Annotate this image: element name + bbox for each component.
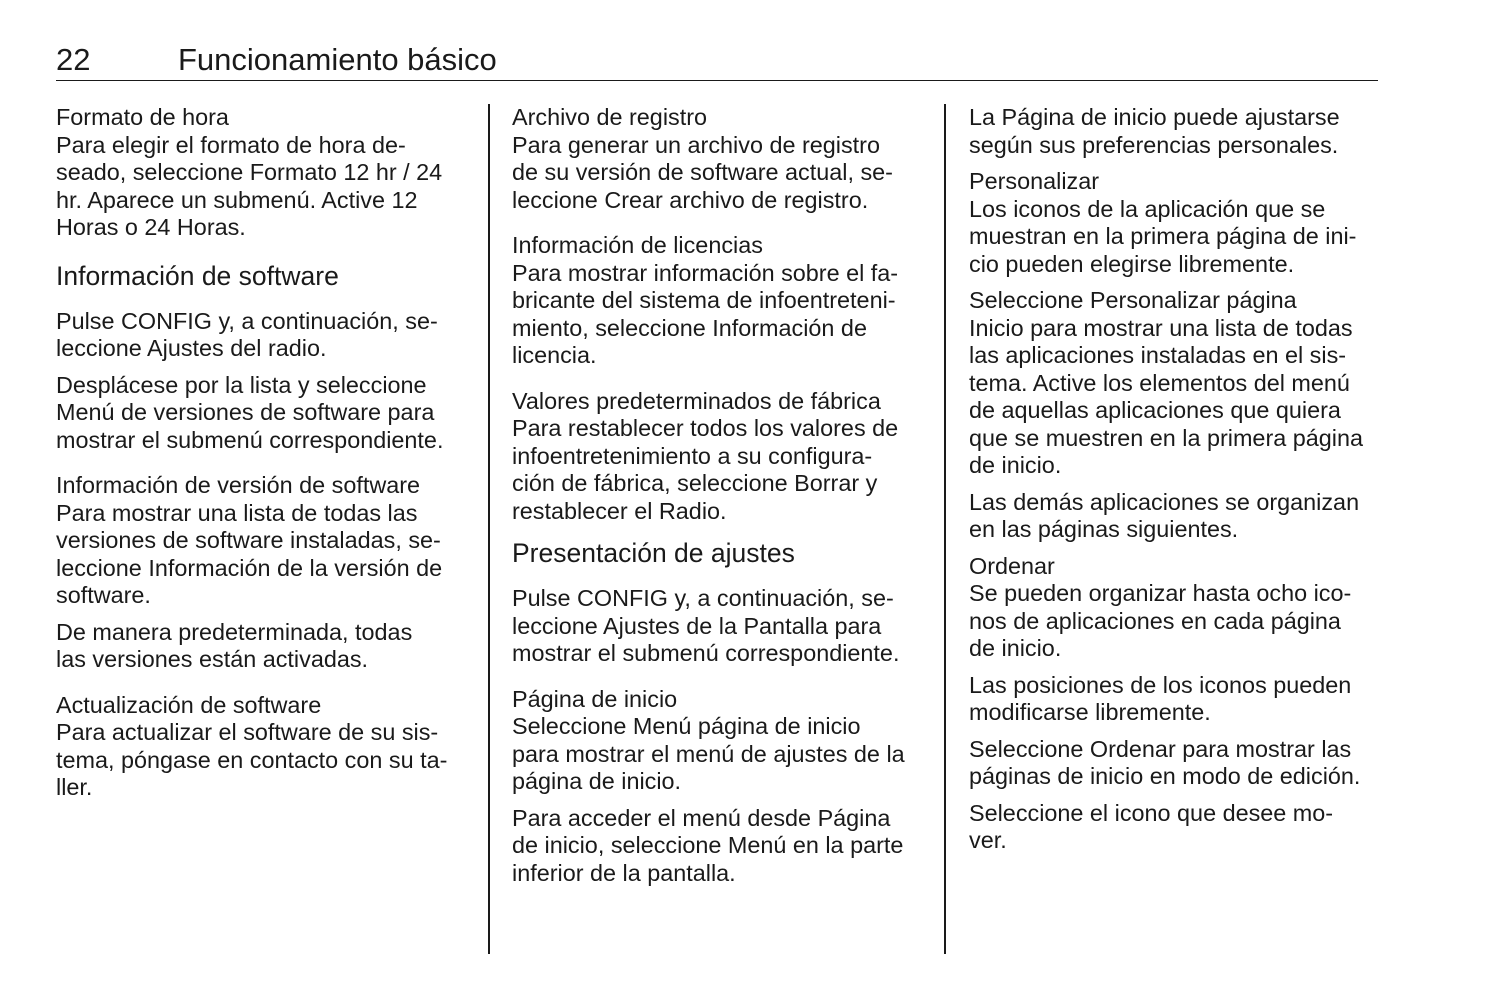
text-line: las versiones están activadas. xyxy=(56,646,369,672)
column-divider-1 xyxy=(488,104,490,954)
text-line: Horas o 24 Horas. xyxy=(56,214,246,240)
paragraph xyxy=(969,672,1381,727)
page-title: Funcionamiento básico xyxy=(178,42,497,77)
text-line: Se pueden organizar hasta ocho ico- xyxy=(969,580,1352,606)
paragraph xyxy=(512,132,924,215)
paragraph xyxy=(512,585,924,668)
subheading: Personalizar xyxy=(969,168,1100,194)
column-2 xyxy=(512,104,924,896)
section-ordenar xyxy=(969,553,1381,855)
text-line: Inicio para mostrar una lista de todas xyxy=(969,314,1353,341)
text-line: inferior de la pantalla. xyxy=(512,859,736,886)
text-line: Para mostrar información sobre el fa- xyxy=(512,259,899,286)
text-line: Pulse CONFIG y, a continuación, se- xyxy=(512,585,894,611)
section-info-version xyxy=(56,472,468,674)
paragraph xyxy=(56,500,468,610)
text-line: de su versión de software actual, se- xyxy=(512,159,893,185)
section-pagina-inicio xyxy=(512,686,924,888)
paragraph xyxy=(56,372,468,455)
paragraph xyxy=(969,196,1381,279)
section-archivo-registro xyxy=(512,104,924,214)
text-line: La Página de inicio puede ajustarse xyxy=(969,104,1340,130)
text-line: Los iconos de la aplicación que se xyxy=(969,195,1326,222)
paragraph xyxy=(56,132,468,242)
paragraph xyxy=(512,260,924,370)
section-actualizacion xyxy=(56,692,468,802)
paragraph xyxy=(512,713,924,796)
paragraph xyxy=(969,800,1381,855)
text-line: Para restablecer todos los valores de xyxy=(512,415,899,441)
text-line: infoentretenimiento a su configura- xyxy=(512,442,873,469)
paragraph xyxy=(969,287,1381,480)
subheading: Archivo de registro xyxy=(512,104,708,130)
subheading: Información de licencias xyxy=(512,232,763,258)
text-line: tema, póngase en contacto con su ta- xyxy=(56,746,448,773)
text-line: ller. xyxy=(56,774,93,800)
text-line: hr. Aparece un submenú. Active 12 xyxy=(56,186,418,213)
text-line: leccione Ajustes del radio. xyxy=(56,335,327,361)
column-3 xyxy=(969,104,1381,864)
text-line: de aquellas aplicaciones que quiera xyxy=(969,397,1341,423)
subheading: Valores predeterminados de fábrica xyxy=(512,387,881,414)
paragraph xyxy=(56,308,468,363)
text-line: ver. xyxy=(969,827,1007,853)
text-line: muestran en la primera página de ini- xyxy=(969,223,1357,249)
paragraph xyxy=(969,104,1381,159)
text-line: leccione Ajustes de la Pantalla para xyxy=(512,612,882,639)
text-line: de inicio. xyxy=(969,452,1062,478)
paragraph xyxy=(512,805,924,888)
subheading: Formato de hora xyxy=(56,104,229,130)
text-line: Para generar un archivo de registro xyxy=(512,131,880,158)
page-header xyxy=(56,42,1378,81)
section-valores-fabrica xyxy=(512,388,924,526)
text-line: mostrar el submenú correspondiente. xyxy=(56,426,444,453)
text-line: las aplicaciones instaladas en el sis- xyxy=(969,342,1347,368)
text-line: en las páginas siguientes. xyxy=(969,516,1239,542)
paragraph xyxy=(512,415,924,525)
text-line: Desplácese por la lista y seleccione xyxy=(56,371,427,398)
text-line: Para mostrar una lista de todas las xyxy=(56,499,418,526)
text-line: modificarse libremente. xyxy=(969,699,1211,725)
text-line: software. xyxy=(56,582,151,608)
text-line: que se muestren en la primera página xyxy=(969,424,1363,451)
section-title: Presentación de ajustes xyxy=(512,538,795,568)
text-line: miento, seleccione Información de xyxy=(512,314,867,341)
text-line: De manera predeterminada, todas xyxy=(56,618,413,645)
text-line: leccione Información de la versión de xyxy=(56,554,443,581)
text-line: Seleccione el icono que desee mo- xyxy=(969,799,1334,826)
text-line: Seleccione Ordenar para mostrar las xyxy=(969,735,1352,762)
paragraph xyxy=(56,719,468,802)
section-personalizar xyxy=(969,168,1381,544)
text-line: licencia. xyxy=(512,342,597,368)
text-line: páginas de inicio en modo de edición. xyxy=(969,763,1361,789)
column-divider-2 xyxy=(944,104,946,954)
section-title: Información de software xyxy=(56,260,339,291)
text-line: cio pueden elegirse libremente. xyxy=(969,250,1295,277)
text-line: Las demás aplicaciones se organizan xyxy=(969,488,1360,515)
text-line: según sus preferencias personales. xyxy=(969,131,1339,158)
paragraph xyxy=(969,736,1381,791)
text-line: Seleccione Menú página de inicio xyxy=(512,713,861,739)
section-formato-hora xyxy=(56,104,468,242)
section-info-licencias xyxy=(512,232,924,370)
text-line: Pulse CONFIG y, a continuación, se- xyxy=(56,307,438,334)
text-line: de inicio, seleccione Menú en la parte xyxy=(512,832,904,858)
text-line: bricante del sistema de infoentreteni- xyxy=(512,287,896,313)
text-line: Las posiciones de los iconos pueden xyxy=(969,671,1352,698)
text-line: nos de aplicaciones en cada página xyxy=(969,607,1341,634)
text-line: mostrar el submenú correspondiente. xyxy=(512,640,900,666)
text-line: tema. Active los elementos del menú xyxy=(969,369,1350,396)
subheading: Actualización de software xyxy=(56,691,322,718)
subheading: Información de versión de software xyxy=(56,472,421,498)
text-line: página de inicio. xyxy=(512,768,682,794)
subheading: Ordenar xyxy=(969,552,1055,579)
text-line: versiones de software instaladas, se- xyxy=(56,527,441,553)
text-line: Seleccione Personalizar página xyxy=(969,287,1297,313)
column-1 xyxy=(56,104,468,811)
text-line: Menú de versiones de software para xyxy=(56,399,435,425)
text-line: ción de fábrica, seleccione Borrar y xyxy=(512,470,878,496)
text-line: de inicio. xyxy=(969,635,1062,661)
paragraph xyxy=(56,619,468,674)
text-line: Para elegir el formato de hora de- xyxy=(56,131,406,158)
text-line: leccione Crear archivo de registro. xyxy=(512,186,869,213)
subheading: Página de inicio xyxy=(512,685,678,712)
page-number: 22 xyxy=(56,42,91,77)
text-line: para mostrar el menú de ajustes de la xyxy=(512,740,905,767)
text-line: Para acceder el menú desde Página xyxy=(512,804,891,831)
paragraph xyxy=(969,580,1381,663)
paragraph xyxy=(969,489,1381,544)
text-line: Para actualizar el software de su sis- xyxy=(56,719,439,745)
text-line: seado, seleccione Formato 12 hr / 24 xyxy=(56,159,443,185)
text-line: restablecer el Radio. xyxy=(512,497,727,524)
